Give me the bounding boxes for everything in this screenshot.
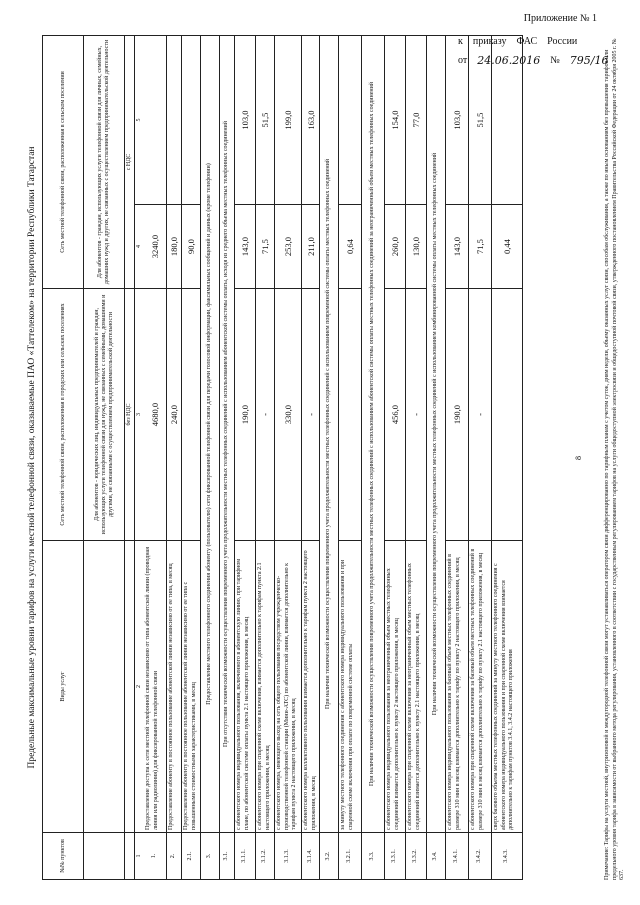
table-row (338, 36, 361, 879)
value-rural-a: 260,0 (385, 205, 405, 289)
value-rural-b: 103,0 (235, 36, 255, 205)
row-number: 2. (170, 853, 177, 859)
order-date-number: от 24.06.2016 № 795/16 (458, 54, 609, 67)
row-number: 3.1.1. (241, 849, 248, 863)
notes-text: Тарифы на услуги местной, внутризоновой и междугородной телефонной связи могут устанавливаться оператором связи дифференцированно по тарифным планам с учетом суток, дням недели, объему оказанных услуг связи, способам обслуживания, а также по иным основаниям без превышения тарифов или предельного уровня тарифа в зависимости от выбранного метода регулирования, установленного в соответствии с государственным регулированием тарифов на услуги общедоступной электросвязи и общедоступной почтовой связи, утвержденного постановлением Правительства Российской Федерации от 24 октября 2005 г. № 637. (604, 38, 625, 880)
appendix-label: Приложение № 1 (523, 13, 597, 24)
value-rural-b: 103,0 (446, 36, 468, 205)
vat-label-incl: с НДС (125, 36, 134, 289)
table-row (301, 36, 319, 879)
value-rural-a: 253,0 (275, 205, 301, 289)
row-number: 3.1.2. (261, 849, 268, 863)
value-rural-a: 211,0 (302, 205, 319, 289)
row-number: 3.4. (432, 851, 439, 861)
value-rural-b: 199,0 (275, 36, 301, 205)
service-description: с абонентского номера индивидуального пользования за неограниченный объем местных телефонных соединений взимается дополнительно к пункту 2 настоящего приложения, в месяц (385, 541, 405, 833)
value-rural-a: 143,0 (235, 205, 255, 289)
row-number: 3.2. (325, 851, 332, 861)
row-number: 3.4.2. (476, 849, 483, 863)
col-header-service: Виды услуг (43, 541, 83, 833)
value-rural-b (144, 36, 166, 205)
value-urban: 330,0 (275, 289, 301, 541)
value-urban: - (256, 289, 274, 541)
table-row (405, 36, 426, 879)
tariff-table (42, 35, 523, 880)
row-number: 3.4.1. (453, 849, 460, 863)
service-description: с абонентского номера индивидуального пользования за базовый объем местных телефонных соединений в размере 310 мин в месяц взимается дополнительно к тарифу по пункту 2 настоящего приложения, в месяц (446, 541, 468, 833)
value-rural-a: 90,0 (182, 205, 200, 289)
value-rural-b: 77,0 (406, 36, 426, 205)
value-urban: 190,0 (235, 289, 255, 541)
value-rural-a: 71,5 (469, 205, 491, 289)
table-row (219, 36, 234, 879)
value-urban: - (469, 289, 491, 541)
table-row (445, 36, 468, 879)
vat-row (124, 36, 134, 879)
table-row (274, 36, 301, 879)
rural-group-desc: Для абонентов - граждан, использующих услуги телефонной связи для личных, семейных, домашних нужд и других, не связанных с осуществлением предпринимательской деятельности (84, 36, 124, 289)
service-description: Предоставление доступа к сети местной телефонной связи независимо от типа абонентской линии (проводная линия или радиолиния) для фиксированной телефонной связи (144, 541, 166, 833)
service-description: с абонентского номера при спаренной схеме включения за базовый объем местных телефонных соединений в размере 310 мин в месяц взимается дополнительно к тарифу по пункту 2.1 настоящего приложения, в месяц (469, 541, 491, 833)
document-title: Предельные максимальные уровни тарифов на услуги местной телефонной связи, оказываемые ПАО «Таттелеком» на территории Республики Татарстан (27, 146, 37, 769)
column-number-row: 1 2 3 4 5 (134, 36, 144, 879)
service-description: сверх базового объема местных телефонных соединений за минуту местного телефонного соединения с абонентского номера индивидуального пользования и при спаренной схеме включения взимается дополнительно к тарифам пунктов 3.4.1, 3.4.2 настоящего приложения (492, 541, 522, 833)
row-number: 3.1. (223, 851, 230, 861)
value-rural-b: 51,5 (256, 36, 274, 205)
value-rural-b (167, 36, 181, 205)
service-description: с абонентского номера при спаренной схеме включения, взимается дополнительно к тарифам пункта 2.1 настоящего приложения, в месяц (256, 541, 274, 833)
vat-label-excl: без НДС (125, 289, 134, 541)
value-urban: - (302, 289, 319, 541)
service-description: за минуту местного телефонного соединения с абонентского номера индивидуального пользования и при спаренной схеме включения при оплате по повременной системе оплаты (339, 541, 361, 833)
table-row (491, 36, 522, 879)
section-heading: При наличии технической возможности осуществления повременного учета продолжительности местных телефонных соединений с использованием повременной системы оплаты местных телефонных соединений (320, 36, 338, 833)
row-number: 1. (151, 853, 158, 859)
table-row (166, 36, 181, 879)
row-number: 3.3.2. (412, 849, 419, 863)
section-heading: Предоставление местного телефонного соединения абоненту (пользователю) сети фиксированной телефонной связи для передачи голосовой информации, факсимильных сообщений и данных (кроме телефонии) (201, 36, 219, 833)
col-header-rural: Сеть местной телефонной связи, расположенная в сельском поселении (43, 36, 83, 289)
value-urban: 240,0 (167, 289, 181, 541)
table-row (200, 36, 219, 879)
urban-group-desc: Для абонентов - юридических лиц, индивидуальных предпринимателей и граждан, использующих услуги телефонной связи для нужд, не связанных с семейными, домашними и другими, не связанными с осуществлением предпринимательской деятельности (84, 289, 124, 541)
subscriber-group-row (83, 36, 124, 879)
value-urban (339, 289, 361, 541)
row-number: 3.2.1. (346, 849, 353, 863)
table-row (234, 36, 255, 879)
table-row (468, 36, 491, 879)
value-urban: 456,0 (385, 289, 405, 541)
col-header-num: №№ пунктов (59, 839, 66, 873)
row-number: 2.1. (187, 851, 194, 861)
handwritten-number: 795/16 (569, 54, 609, 67)
value-rural-b: 163,0 (302, 36, 319, 205)
table-row (361, 36, 384, 879)
table-body (144, 36, 522, 879)
value-urban (492, 289, 522, 541)
value-rural-b (182, 36, 200, 205)
notes-heading: Примечание: (604, 846, 610, 880)
table-row (319, 36, 338, 879)
value-urban: 190,0 (446, 289, 468, 541)
section-heading: При наличии технической возможности осуществления повременного учета продолжительности местных телефонных соединений с использованием комбинированной системы оплаты местных телефонных соединений (427, 36, 445, 833)
value-urban (182, 289, 200, 541)
value-rural-a: 180,0 (167, 205, 181, 289)
value-urban: - (406, 289, 426, 541)
value-rural-a: 0,64 (339, 205, 361, 289)
table-row (426, 36, 445, 879)
value-rural-a: 130,0 (406, 205, 426, 289)
row-number: 3.3. (369, 851, 376, 861)
service-description: с абонентского номера индивидуального пользования, включенного в абонентскую линию, при тарифном плане, по абонентской системе оплаты пункта 2.1 настоящего приложения, в месяц (235, 541, 255, 833)
table-row (144, 36, 166, 879)
service-description: с абонентского номера, имеющего выход на сеть общего пользования посредством учрежденческо-производственной телефонной станции (Мини-АТС) по абонентской линии, взимается дополнительно к тарифам пункта 2 настоящего приложения, в месяц (275, 541, 301, 833)
value-rural-b (339, 36, 361, 205)
row-number: 3.1.3. (284, 849, 291, 863)
value-rural-b (492, 36, 522, 205)
row-number: 3. (206, 853, 213, 859)
rotated-document-sheet (18, 35, 626, 880)
value-rural-a: 71,5 (256, 205, 274, 289)
table-header-row (43, 36, 83, 879)
service-description: с абонентского номера при спаренной схеме включения за неограниченный объем местных телефонных соединений взимается дополнительно к пункту 2.1 настоящего приложения, в месяц (406, 541, 426, 833)
table-row (384, 36, 405, 879)
value-rural-b: 51,5 (469, 36, 491, 205)
value-urban: 4680,0 (144, 289, 166, 541)
table-row (255, 36, 274, 879)
notes-block (604, 35, 627, 880)
service-description: с абонентского номера коллективного пользования взимается дополнительно к тарифам пункта 2 настоящего приложения, в месяц (302, 541, 319, 833)
section-heading: При наличии технической возможности осуществления повременного учета продолжительности местных телефонных соединений с использованием абонентской системы оплаты местных телефонных соединений за неограниченный объем местных телефонных соединений (362, 36, 384, 833)
order-line: к приказу ФАС России (458, 36, 578, 47)
col-header-urban: Сеть местной телефонной связи, расположенная в городских или сельских поселениях (43, 289, 83, 541)
service-description: Предоставление абоненту в постоянное пользование абонентской линии независимо от ее типа, в месяц (167, 541, 181, 833)
table-row (181, 36, 200, 879)
value-rural-a: 0,44 (492, 205, 522, 289)
value-rural-b: 154,0 (385, 36, 405, 205)
row-number: 3.3.1. (391, 849, 398, 863)
row-number: 3.1.4. (306, 849, 313, 863)
value-rural-a: 3240,0 (144, 205, 166, 289)
section-heading: При отсутствии технической возможности осуществления повременного учета продолжительности местных телефонных соединений с использованием абонентской системы оплаты, исходя из среднего объема местных телефонных соединений (220, 36, 234, 833)
value-rural-a: 143,0 (446, 205, 468, 289)
service-description: Предоставление абоненту в постоянное пользование абонентской линии независимо от ее типа с повышенными стоимостными характеристиками, в месяц (182, 541, 200, 833)
row-number: 3.4.3. (503, 849, 510, 863)
handwritten-date: 24.06.2016 (477, 54, 541, 67)
page-number: 8 (574, 456, 583, 460)
